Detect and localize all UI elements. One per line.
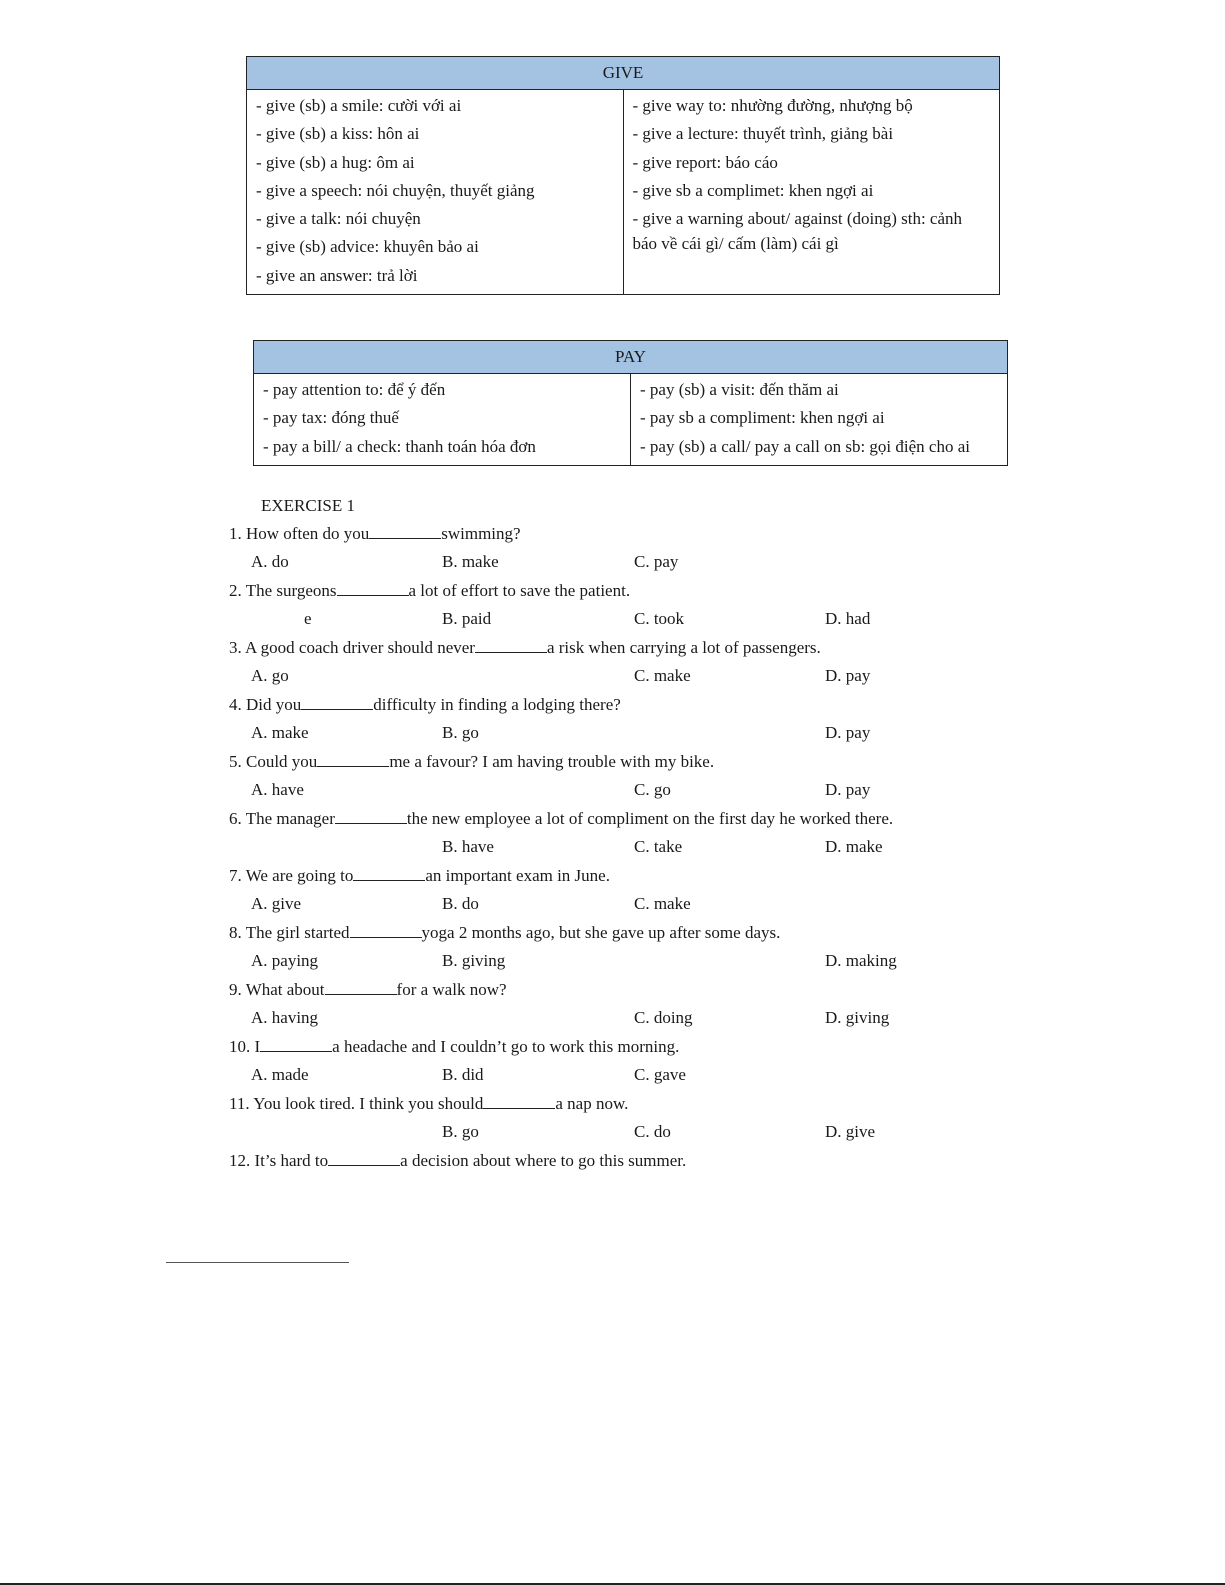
answer-blank [325,981,397,995]
option-c: C. pay [634,552,679,571]
answer-blank [353,867,425,881]
option-c: C. go [634,780,671,799]
option-a: A. made [251,1065,309,1084]
question-stem: 8. The girl started [229,923,350,942]
answer-options [0,778,1225,802]
give-item: - give (sb) a kiss: hôn ai [256,124,420,144]
give-item: - give (sb) a smile: cười với ai [256,96,462,115]
option-a: A. go [251,666,289,685]
pay-item: - pay attention to: để ý đến [263,380,446,399]
option-b: B. go [442,723,479,742]
give-item: - give a talk: nói chuyện [256,209,421,229]
pay-table-header: PAY [254,341,1008,374]
question [229,807,893,831]
give-item: - give report: báo cáo [632,152,778,172]
question-stem: 7. We are going to [229,866,354,885]
question-rest: difficulty in finding a lodging there? [373,695,621,714]
answer-blank [369,525,441,539]
question-rest: swimming? [441,524,521,543]
question-stem: 2. The surgeons [229,581,337,600]
option-d: D. give [825,1122,876,1141]
option-b: B. make [442,552,499,571]
question [229,750,714,774]
option-b: B. did [442,1065,484,1084]
answer-blank [475,639,547,653]
option-d: D. giving [825,1008,890,1027]
answer-blank [337,582,409,596]
pay-item: - pay a bill/ a check: thanh toán hóa đơn [263,436,536,456]
answer-options [0,1120,1225,1144]
give-item: - give a speech: nói chuyện, thuyết giảng [256,180,535,200]
pay-item: - pay sb a compliment: khen ngợi ai [640,408,885,428]
answer-options [0,664,1225,688]
option-a: A. make [251,723,309,742]
option-d: D. pay [825,666,871,685]
question-stem: 5. Could you [229,752,318,771]
pay-item: - pay tax: đóng thuế [263,408,399,428]
question [229,864,610,888]
exercise-title: EXERCISE 1 [261,496,355,515]
option-d: D. had [825,609,871,628]
answer-blank [317,753,389,767]
question [229,522,521,546]
question-rest: a risk when carrying a lot of passengers. [546,638,821,657]
give-item: - give way to: nhường đường, nhượng bộ [632,96,913,115]
give-table-right-column [623,90,1000,295]
option-a: A. paying [251,951,319,970]
option-c: C. make [634,666,691,685]
option-d: D. pay [825,780,871,799]
question [229,636,821,660]
give-item: - give (sb) a hug: ôm ai [256,152,415,172]
question-stem: 4. Did you [229,695,302,714]
answer-blank [328,1152,400,1166]
pay-collocations-table [253,340,1008,466]
option-c: C. make [634,894,691,913]
option-d: D. pay [825,723,871,742]
question-stem: 1. How often do you [229,524,370,543]
pay-table-left-column [254,374,631,466]
answer-options [0,550,1225,574]
answer-options [0,892,1225,916]
pay-item: - pay (sb) a call/ pay a call on sb: gọi điện cho ai [640,436,970,456]
answer-options [0,835,1225,859]
question-rest: a headache and I couldn’t go to work this morning. [332,1037,680,1056]
answer-blank [260,1038,332,1052]
question-stem: 10. I [229,1037,261,1056]
option-b: B. go [442,1122,479,1141]
question-rest: yoga 2 months ago, but she gave up after some days. [421,923,781,942]
question-rest: the new employee a lot of compliment on the first day he worked there. [406,809,894,828]
option-d: D. making [825,951,897,970]
answer-options [0,1063,1225,1087]
give-item: - give sb a complimet: khen ngợi ai [632,180,874,200]
question-rest: a nap now. [555,1094,629,1113]
answer-options [0,721,1225,745]
option-b: B. paid [442,609,492,628]
answer-blank [483,1095,555,1109]
option-c: C. gave [634,1065,686,1084]
option-a: A. have [251,780,304,799]
answer-options [0,607,1225,631]
give-item: - give a lecture: thuyết trình, giảng bài [632,124,894,144]
answer-blank [301,696,373,710]
option-b: B. giving [442,951,506,970]
option-c: C. doing [634,1008,693,1027]
question [229,1149,686,1173]
option-a: e [304,609,312,628]
question-stem: 12. It’s hard to [229,1151,329,1170]
option-c: C. took [634,609,685,628]
option-c: C. do [634,1122,671,1141]
question-stem: 11. You look tired. I think you should [229,1094,484,1113]
question [229,1092,628,1116]
question [229,579,630,603]
question-stem: 9. What about [229,980,325,999]
question [229,921,780,945]
give-item: - give an answer: trả lời [256,265,418,285]
answer-blank [335,810,407,824]
option-b: B. have [442,837,494,856]
question [229,693,621,717]
give-item: - give a warning about/ against (doing) sth: cảnh báo về cái gì/ cấm (làm) cái gì [632,209,963,254]
question-stem: 6. The manager [229,809,335,828]
question-rest: a lot of effort to save the patient. [408,581,631,600]
pay-table-right-column [631,374,1008,466]
give-collocations-table [246,56,1000,295]
answer-options [0,949,1225,973]
give-item: - give (sb) advice: khuyên bảo ai [256,237,479,257]
pay-item: - pay (sb) a visit: đến thăm ai [640,380,839,399]
question-rest: me a favour? I am having trouble with my bike. [389,752,715,771]
answer-blank [350,924,422,938]
question-stem: 3. A good coach driver should never [229,638,475,657]
give-table-left-column [247,90,624,295]
question-rest: for a walk now? [396,980,507,999]
question [229,978,507,1002]
give-table-header: GIVE [247,57,1000,90]
option-a: A. do [251,552,289,571]
option-b: B. do [442,894,479,913]
option-c: C. take [634,837,683,856]
option-a: A. having [251,1008,319,1027]
footnote-separator [166,1262,349,1263]
question [229,1035,679,1059]
answer-options [0,1006,1225,1030]
question-rest: an important exam in June. [425,866,610,885]
option-a: A. give [251,894,302,913]
option-d: D. make [825,837,883,856]
question-rest: a decision about where to go this summer. [400,1151,687,1170]
